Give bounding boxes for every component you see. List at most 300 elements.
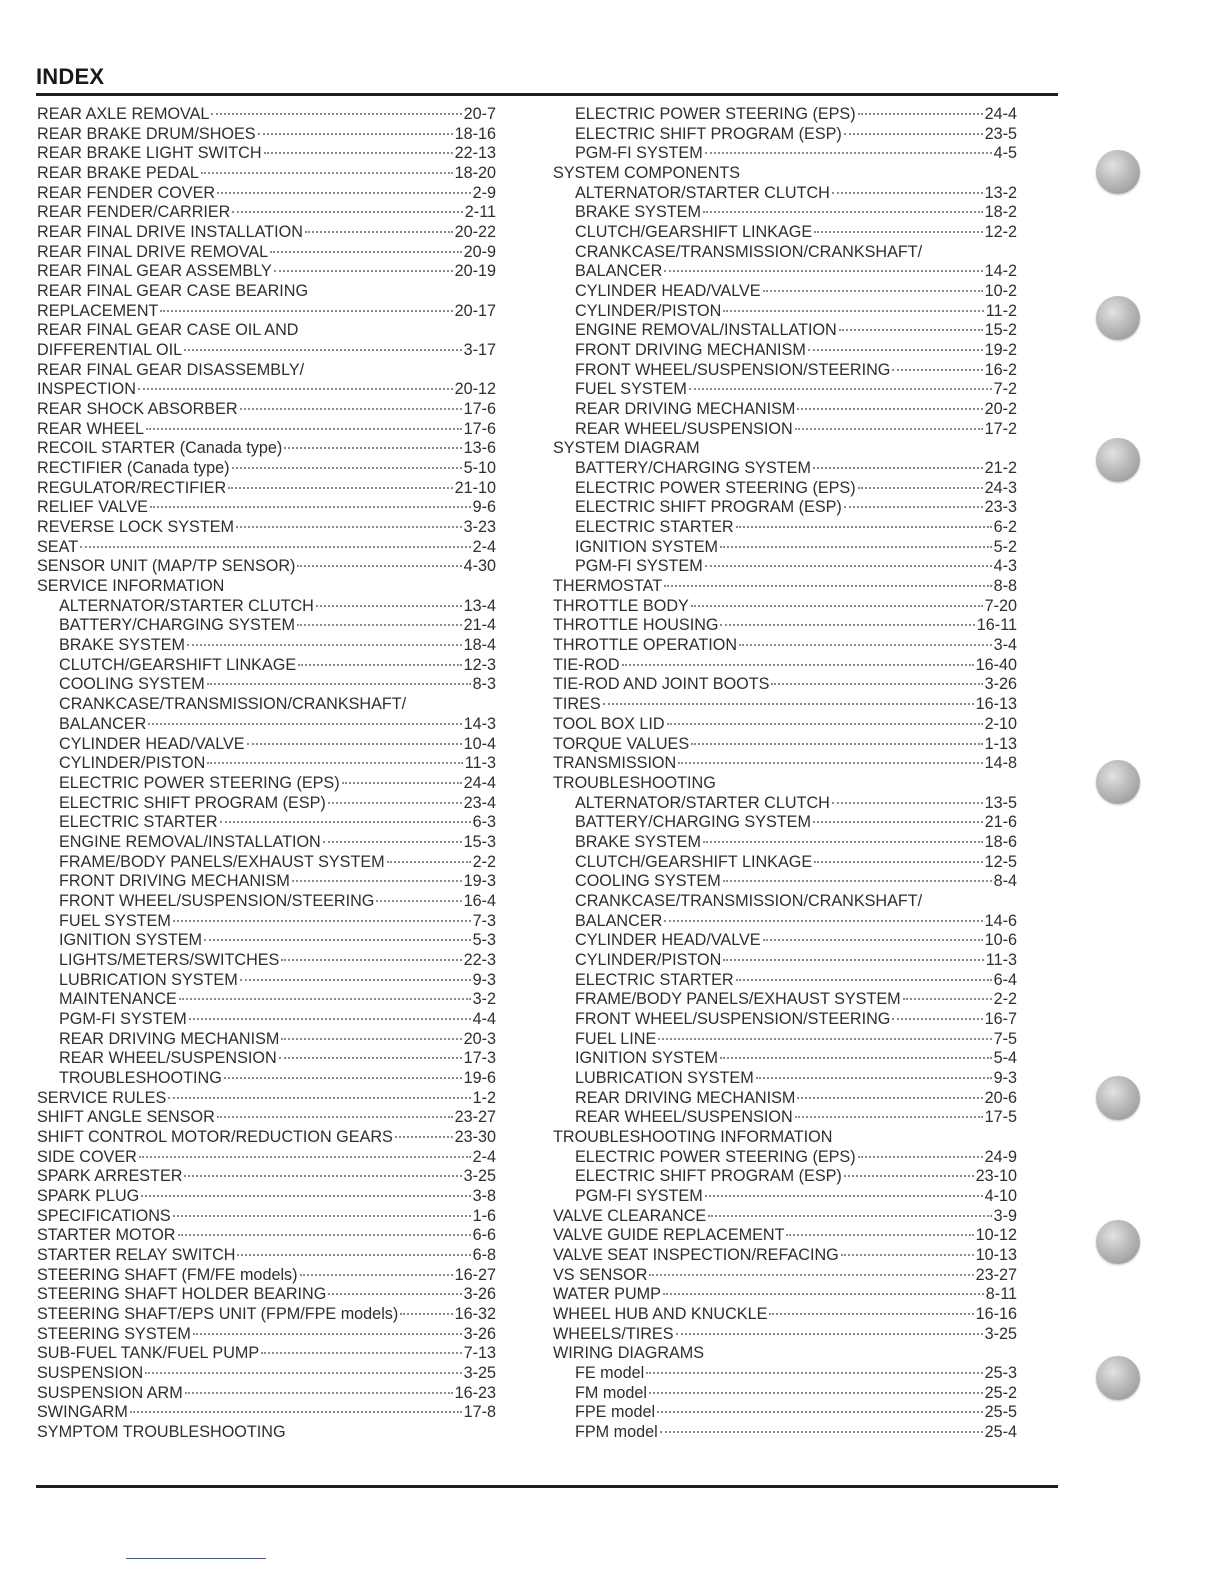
index-entry-page: 20-22 [454, 223, 496, 242]
index-entry [37, 1384, 496, 1404]
index-entry-label: VS SENSOR [553, 1265, 648, 1284]
dot-leader [786, 1234, 973, 1236]
index-entry-label: COOLING SYSTEM [59, 675, 205, 694]
dot-leader [184, 1175, 461, 1177]
index-entry-page: 7-3 [472, 911, 496, 930]
index-entry-page: 6-3 [472, 813, 496, 832]
index-entry-page: 6-2 [993, 518, 1017, 537]
index-entry [37, 1089, 496, 1109]
index-entry [37, 321, 496, 341]
dot-leader [844, 133, 983, 135]
index-entry [553, 538, 1017, 558]
index-entry-label: ELECTRIC SHIFT PROGRAM (ESP) [575, 1167, 842, 1186]
index-entry-label: FUEL SYSTEM [59, 911, 171, 930]
index-entry [37, 1403, 496, 1423]
index-entry-page: 10-2 [984, 282, 1017, 301]
index-entry [37, 518, 496, 538]
index-entry-label: SUSPENSION [37, 1364, 144, 1382]
index-entry-page: 3-2 [472, 990, 496, 1009]
dot-leader [720, 624, 974, 626]
index-entry-label: DIFFERENTIAL OIL [37, 341, 183, 360]
index-entry-page: 19-6 [463, 1068, 496, 1087]
index-entry [553, 1423, 1017, 1443]
index-entry [553, 715, 1017, 735]
index-entry-page: 24-9 [984, 1147, 1017, 1166]
dot-leader [184, 349, 461, 351]
index-entry [553, 400, 1017, 420]
index-entry-label: REAR FENDER COVER [37, 183, 216, 202]
index-entry-label: REAR FINAL GEAR DISASSEMBLY/ [37, 360, 305, 379]
index-entry-label: ENGINE REMOVAL/INSTALLATION [575, 321, 837, 340]
index-entry [553, 518, 1017, 538]
index-entry-label: VALVE CLEARANCE [553, 1206, 707, 1225]
index-entry-page: 18-20 [454, 164, 496, 183]
index-entry-label: MAINTENANCE [59, 990, 177, 1009]
dot-leader [201, 172, 453, 174]
index-entry-page: 16-40 [975, 655, 1017, 674]
index-entry-page: 4-3 [993, 557, 1017, 576]
index-entry-page: 5-2 [993, 537, 1017, 556]
index-entry-page: 14-2 [984, 262, 1017, 281]
index-entry-label: FE model [575, 1364, 645, 1382]
index-entry-page: 17-2 [984, 419, 1017, 438]
index-entry [553, 695, 1017, 715]
index-entry [37, 1226, 496, 1246]
index-entry [553, 636, 1017, 656]
index-entry-label: REAR BRAKE DRUM/SHOES [37, 124, 256, 143]
index-entry [37, 479, 496, 499]
index-entry [553, 1069, 1017, 1089]
dot-leader [841, 1254, 974, 1256]
index-entry-page: 6-8 [472, 1245, 496, 1264]
index-entry-label: REAR SHOCK ABSORBER [37, 400, 238, 419]
index-entry [37, 872, 496, 892]
index-entry-page: 20-7 [463, 105, 496, 123]
index-entry-label: TROUBLESHOOTING [553, 773, 716, 792]
dot-leader [141, 1195, 470, 1197]
dot-leader [832, 192, 983, 194]
index-entry-label: FRONT WHEEL/SUSPENSION/STEERING [575, 360, 891, 379]
index-entry-label: CYLINDER HEAD/VALVE [59, 734, 245, 753]
index-entry-label: ELECTRIC POWER STEERING (EPS) [575, 105, 856, 123]
index-entry-page: 20-6 [984, 1088, 1017, 1107]
dot-leader [236, 526, 462, 528]
section-tab-dot [1096, 1220, 1140, 1264]
index-entry-label: SERVICE INFORMATION [37, 577, 225, 596]
index-entry-page: 10-4 [463, 734, 496, 753]
index-entry-label: FRONT WHEEL/SUSPENSION/STEERING [59, 891, 375, 910]
index-entry [37, 794, 496, 814]
dot-leader [622, 664, 974, 666]
index-entry-page: 16-23 [454, 1383, 496, 1402]
index-entry-label: SWINGARM [37, 1403, 128, 1422]
index-entry-page: 16-2 [984, 360, 1017, 379]
index-entry-page: 2-4 [472, 537, 496, 556]
index-entry-page: 17-3 [463, 1049, 496, 1068]
index-entry-label: REPLACEMENT [37, 301, 159, 320]
index-entry-page: 18-6 [984, 832, 1017, 851]
index-entry-label: SIDE COVER [37, 1147, 137, 1166]
index-entry-page: 3-25 [463, 1364, 496, 1382]
index-entry-page: 20-19 [454, 262, 496, 281]
index-entry-label: PGM-FI SYSTEM [575, 1186, 703, 1205]
index-entry-page: 22-3 [463, 950, 496, 969]
index-entry [37, 931, 496, 951]
index-entry [553, 1325, 1017, 1345]
dot-leader [797, 1097, 982, 1099]
dot-leader [769, 1313, 973, 1315]
index-entry-label: LUBRICATION SYSTEM [59, 970, 238, 989]
index-entry [553, 184, 1017, 204]
dot-leader [720, 546, 992, 548]
index-entry-page: 9-6 [472, 498, 496, 517]
index-entry [37, 715, 496, 735]
index-entry-page: 3-4 [993, 636, 1017, 655]
index-entry-page: 2-2 [993, 990, 1017, 1009]
dot-leader [657, 1411, 983, 1413]
index-entry-page: 15-3 [463, 832, 496, 851]
index-entry [37, 1344, 496, 1364]
index-entry [37, 971, 496, 991]
dot-leader [297, 565, 461, 567]
index-entry [37, 577, 496, 597]
index-entry [37, 892, 496, 912]
index-entry [37, 1266, 496, 1286]
index-entry [553, 479, 1017, 499]
index-entry [553, 203, 1017, 223]
index-entry-page: 9-3 [472, 970, 496, 989]
index-entry [553, 105, 1017, 125]
index-entry [37, 1423, 496, 1443]
section-tab-dot [1096, 760, 1140, 804]
index-entry-label: IGNITION SYSTEM [575, 1049, 719, 1068]
dot-leader [756, 1077, 992, 1079]
index-entry-label: SHIFT ANGLE SENSOR [37, 1108, 215, 1127]
index-entry-page: 15-2 [984, 321, 1017, 340]
section-tab-dot [1096, 150, 1140, 194]
index-entry [553, 616, 1017, 636]
index-entry-page: 8-8 [993, 577, 1017, 596]
index-entry [553, 990, 1017, 1010]
index-entry [37, 459, 496, 479]
index-entry [553, 302, 1017, 322]
dot-leader [138, 388, 453, 390]
index-entry-label: SYSTEM DIAGRAM [553, 439, 700, 458]
index-entry [37, 1246, 496, 1266]
dot-leader [797, 408, 982, 410]
section-tab-dot [1096, 1356, 1140, 1400]
index-entry-page: 9-3 [993, 1068, 1017, 1087]
index-entry [37, 1108, 496, 1128]
index-entry-label: BRAKE SYSTEM [575, 203, 701, 222]
index-entry [553, 1305, 1017, 1325]
dot-leader [658, 1038, 991, 1040]
dot-leader [281, 959, 461, 961]
index-entry-label: TROUBLESHOOTING INFORMATION [553, 1127, 833, 1146]
index-entry [553, 951, 1017, 971]
index-entry-page: 5-10 [463, 459, 496, 478]
index-entry [37, 754, 496, 774]
index-entry [553, 498, 1017, 518]
dot-leader [858, 1156, 983, 1158]
index-entry-label: PGM-FI SYSTEM [575, 557, 703, 576]
index-entry-label: REGULATOR/RECTIFIER [37, 478, 227, 497]
index-entry-page: 7-20 [984, 596, 1017, 615]
dot-leader [723, 880, 992, 882]
index-entry-label: ELECTRIC POWER STEERING (EPS) [575, 478, 856, 497]
index-entry [553, 262, 1017, 282]
index-entry-label: REAR DRIVING MECHANISM [59, 1029, 280, 1048]
index-entry-page: 4-4 [472, 1009, 496, 1028]
index-entry-label: REAR BRAKE PEDAL [37, 164, 199, 183]
index-entry-page: 25-2 [984, 1383, 1017, 1402]
index-entry [553, 1089, 1017, 1109]
index-entry-label: WIRING DIAGRAMS [553, 1344, 705, 1363]
index-entry-page: 3-26 [463, 1285, 496, 1304]
index-entry-page: 8-3 [472, 675, 496, 694]
index-entry-label: FPE model [575, 1403, 656, 1422]
dot-leader [185, 1392, 453, 1394]
index-entry [553, 774, 1017, 794]
index-entry [37, 203, 496, 223]
index-entry-label: INSPECTION [37, 380, 136, 399]
index-entry-label: IGNITION SYSTEM [575, 537, 719, 556]
index-entry [553, 125, 1017, 145]
index-entry-label: ELECTRIC STARTER [59, 813, 218, 832]
index-entry-page: 20-3 [463, 1029, 496, 1048]
index-entry-label: BRAKE SYSTEM [59, 636, 185, 655]
index-entry-label: SPECIFICATIONS [37, 1206, 171, 1225]
index-entry-label: IGNITION SYSTEM [59, 931, 203, 950]
index-entry [37, 1030, 496, 1050]
index-entry [37, 125, 496, 145]
index-entry [37, 184, 496, 204]
dot-leader [664, 270, 982, 272]
index-entry-label: STEERING SYSTEM [37, 1324, 191, 1343]
index-entry-label: THROTTLE OPERATION [553, 636, 738, 655]
index-entry-label: THROTTLE BODY [553, 596, 689, 615]
index-entry [37, 853, 496, 873]
index-entry-label: CLUTCH/GEARSHIFT LINKAGE [575, 223, 813, 242]
dot-leader [705, 1195, 983, 1197]
dot-leader [678, 762, 982, 764]
index-entry-label: THROTTLE HOUSING [553, 616, 719, 635]
index-entry-page: 6-6 [472, 1226, 496, 1245]
index-entry-page: 8-11 [985, 1285, 1017, 1304]
index-entry-page: 2-4 [472, 1147, 496, 1166]
index-entry-page: 13-6 [463, 439, 496, 458]
dot-leader [858, 487, 983, 489]
index-entry-label: SPARK ARRESTER [37, 1167, 183, 1186]
bottom-rule [36, 1485, 1058, 1488]
index-entry-label: REAR FINAL DRIVE INSTALLATION [37, 223, 303, 242]
index-entry-label: SENSOR UNIT (MAP/TP SENSOR) [37, 557, 296, 576]
index-entry-page: 1-13 [984, 734, 1017, 753]
index-entry-label: LIGHTS/METERS/SWITCHES [59, 950, 280, 969]
index-entry-page: 2-9 [472, 183, 496, 202]
dot-leader [664, 585, 991, 587]
dot-leader [649, 1392, 983, 1394]
dot-leader [387, 861, 471, 863]
index-entry-page: 16-11 [976, 616, 1017, 635]
index-entry [37, 1305, 496, 1325]
index-entry-page: 25-3 [984, 1364, 1017, 1382]
index-entry-label: BALANCER [59, 714, 147, 733]
dot-leader [274, 270, 453, 272]
index-entry [553, 1403, 1017, 1423]
index-entry-label: ALTERNATOR/STARTER CLUTCH [59, 596, 314, 615]
index-entry [553, 892, 1017, 912]
index-entry-page: 4-10 [984, 1186, 1017, 1205]
index-entry-label: FRONT WHEEL/SUSPENSION/STEERING [575, 1009, 891, 1028]
dot-leader [703, 841, 983, 843]
index-entry-page: 20-9 [463, 242, 496, 261]
dot-leader [763, 939, 983, 941]
index-entry-page: 2-2 [472, 852, 496, 871]
index-entry-page: 20-2 [984, 400, 1017, 419]
dot-leader [763, 290, 983, 292]
index-entry-page: 16-13 [975, 695, 1017, 714]
dot-leader [649, 1274, 973, 1276]
index-entry [553, 853, 1017, 873]
index-entry [553, 754, 1017, 774]
index-entry [553, 735, 1017, 755]
index-entry [553, 144, 1017, 164]
index-entry [553, 1108, 1017, 1128]
index-entry-label: CYLINDER HEAD/VALVE [575, 282, 761, 301]
index-entry-label: TROUBLESHOOTING [59, 1068, 222, 1087]
index-entry-label: CYLINDER/PISTON [575, 301, 722, 320]
index-entry [37, 341, 496, 361]
index-entry [553, 577, 1017, 597]
dot-leader [150, 506, 471, 508]
index-entry-label: CYLINDER HEAD/VALVE [575, 931, 761, 950]
dot-leader [400, 1313, 452, 1315]
index-entry-page: 2-11 [464, 203, 496, 222]
index-entry-page: 23-5 [984, 124, 1017, 143]
index-entry [37, 774, 496, 794]
section-tab-dot [1096, 438, 1140, 482]
index-entry-label: REAR WHEEL/SUSPENSION [575, 1108, 793, 1127]
index-entry-page: 17-5 [984, 1108, 1017, 1127]
index-entry-label: WATER PUMP [553, 1285, 661, 1304]
dot-leader [292, 880, 462, 882]
dot-leader [297, 624, 462, 626]
index-entry-page: 3-9 [993, 1206, 1017, 1225]
page-title: INDEX [36, 64, 105, 89]
index-entry [553, 361, 1017, 381]
index-entry [37, 1148, 496, 1168]
index-entry-label: CYLINDER/PISTON [59, 754, 206, 773]
index-entry-page: 21-4 [463, 616, 496, 635]
index-entry-page: 16-4 [463, 891, 496, 910]
dot-leader [204, 939, 471, 941]
index-entry [37, 1325, 496, 1345]
index-entry-label: ELECTRIC STARTER [575, 518, 734, 537]
dot-leader [187, 644, 462, 646]
dot-leader [689, 388, 992, 390]
dot-leader [232, 467, 462, 469]
index-entry [37, 813, 496, 833]
dot-leader [173, 920, 471, 922]
index-entry [37, 1010, 496, 1030]
index-entry-label: LUBRICATION SYSTEM [575, 1068, 754, 1087]
dot-leader [247, 743, 462, 745]
index-entry-page: 18-2 [984, 203, 1017, 222]
index-entry-label: SUB-FUEL TANK/FUEL PUMP [37, 1344, 260, 1363]
index-entry-label: WHEELS/TIRES [553, 1324, 674, 1343]
section-tab-dot [1096, 296, 1140, 340]
index-entry-label: BATTERY/CHARGING SYSTEM [575, 813, 811, 832]
dot-leader [691, 743, 982, 745]
index-entry [553, 321, 1017, 341]
dot-leader [736, 526, 992, 528]
index-entry-page: 8-4 [993, 872, 1017, 891]
dot-leader [839, 329, 983, 331]
index-entry [553, 1344, 1017, 1364]
index-entry [553, 656, 1017, 676]
index-entry-label: ALTERNATOR/STARTER CLUTCH [575, 183, 830, 202]
dot-leader [217, 1116, 453, 1118]
index-entry [553, 1226, 1017, 1246]
dot-leader [261, 1352, 461, 1354]
index-entry-label: SUSPENSION ARM [37, 1383, 183, 1402]
index-entry-label: FUEL SYSTEM [575, 380, 687, 399]
index-entry-label: REAR FINAL DRIVE REMOVAL [37, 242, 269, 261]
index-entry-label: BRAKE SYSTEM [575, 832, 701, 851]
index-entry-page: 14-8 [984, 754, 1017, 773]
dot-leader [189, 1018, 471, 1020]
index-entry-label: SERVICE RULES [37, 1088, 167, 1107]
dot-leader [813, 821, 983, 823]
index-entry [553, 1246, 1017, 1266]
index-entry [37, 223, 496, 243]
index-entry-label: REAR FINAL GEAR CASE BEARING [37, 282, 309, 301]
index-entry [37, 1285, 496, 1305]
index-entry [37, 380, 496, 400]
dot-leader [703, 211, 983, 213]
index-entry-label: FRAME/BODY PANELS/EXHAUST SYSTEM [575, 990, 901, 1009]
dot-leader [664, 920, 982, 922]
index-entry-label: WHEEL HUB AND KNUCKLE [553, 1304, 768, 1323]
dot-leader [305, 231, 453, 233]
index-entry-label: STARTER RELAY SWITCH [37, 1245, 236, 1264]
index-entry-page: 24-4 [984, 105, 1017, 123]
index-entry-page: 11-3 [985, 950, 1017, 969]
index-entry [553, 557, 1017, 577]
dot-leader [720, 1057, 992, 1059]
dot-leader [240, 979, 471, 981]
index-entry [37, 1167, 496, 1187]
dot-leader [844, 506, 983, 508]
dot-leader [232, 211, 462, 213]
index-entry [37, 1187, 496, 1207]
index-entry-label: TOOL BOX LID [553, 714, 665, 733]
index-entry-page: 23-3 [984, 498, 1017, 517]
index-entry-page: 18-4 [463, 636, 496, 655]
dot-leader [667, 723, 983, 725]
dot-leader [178, 1234, 471, 1236]
dot-leader [814, 231, 982, 233]
index-entry [37, 498, 496, 518]
index-entry [553, 380, 1017, 400]
index-entry-page: 24-4 [463, 773, 496, 792]
index-entry [37, 538, 496, 558]
index-entry [37, 912, 496, 932]
dot-leader [844, 1175, 974, 1177]
index-entry [37, 695, 496, 715]
dot-leader [663, 1293, 984, 1295]
